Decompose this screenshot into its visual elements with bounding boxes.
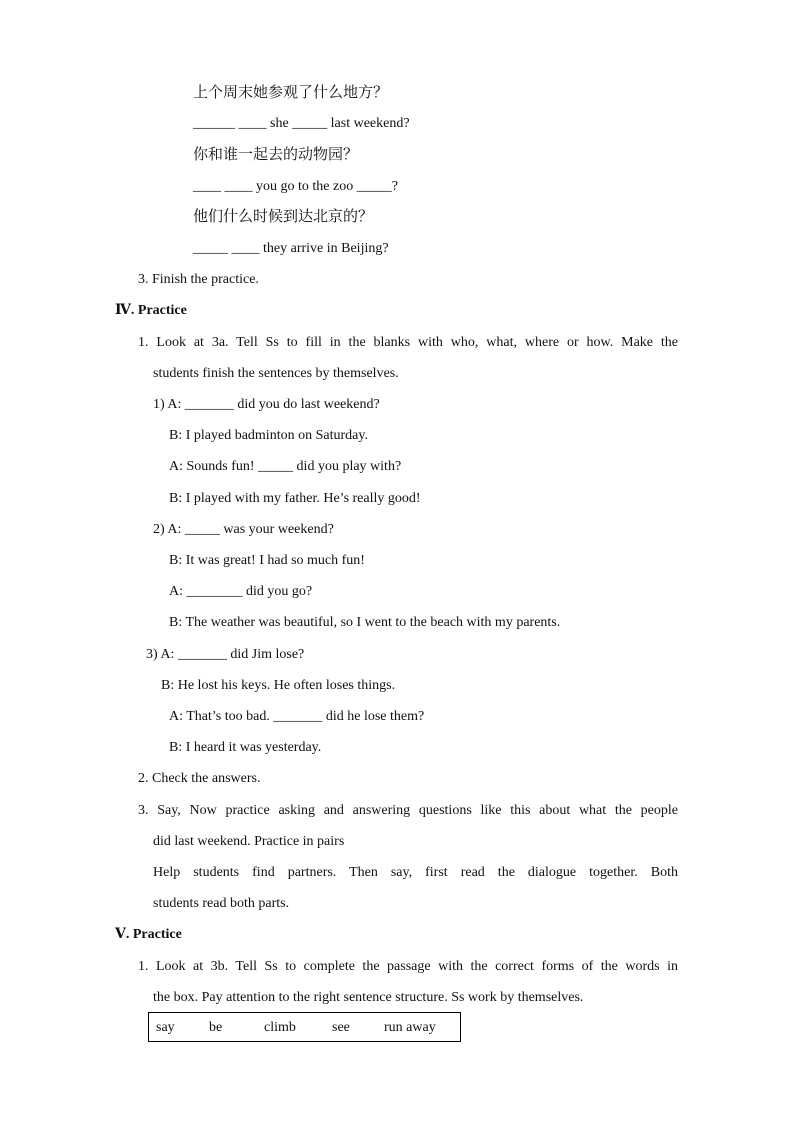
- partner-instruction-line-1: Help students find partners. Then say, first read the dialogue together. Both: [153, 865, 678, 880]
- dialogue-1-b2: B: I played with my father. He’s really good!: [169, 491, 421, 506]
- dialogue-2-b1: B: It was great! I had so much fun!: [169, 553, 365, 568]
- fill-blank-sentence-2: ____ ____ you go to the zoo _____?: [193, 179, 398, 194]
- word-box-item: be: [209, 1020, 223, 1035]
- dialogue-2-a1: 2) A: _____ was your weekend?: [153, 522, 334, 537]
- dialogue-1-a2: A: Sounds fun! _____ did you play with?: [169, 459, 402, 474]
- step-pair-practice-line-1: 3. Say, Now practice asking and answering questions like this about what the people: [138, 803, 678, 818]
- section-heading-v: Ⅴ. Practice: [115, 927, 182, 942]
- instruction-3a-line-2: students finish the sentences by themselves.: [153, 366, 399, 381]
- dialogue-3-a1: 3) A: _______ did Jim lose?: [146, 647, 305, 662]
- section-heading-iv: Ⅳ. Practice: [115, 303, 187, 318]
- dialogue-1-b1: B: I played badminton on Saturday.: [169, 428, 368, 443]
- instruction-3a-line-1: 1. Look at 3a. Tell Ss to fill in the blanks with who, what, where or how. Make the: [138, 335, 678, 350]
- word-box-item: see: [332, 1020, 350, 1035]
- instruction-3b-line-1: 1. Look at 3b. Tell Ss to complete the passage with the correct forms of the words in: [138, 959, 678, 974]
- instruction-3b-line-2: the box. Pay attention to the right sentence structure. Ss work by themselves.: [153, 990, 584, 1005]
- word-box-item: say: [156, 1020, 175, 1035]
- word-box-item: run away: [384, 1020, 436, 1035]
- word-box: [148, 1012, 461, 1042]
- word-box-item: climb: [264, 1020, 296, 1035]
- chinese-prompt-1: 上个周末她参观了什么地方？: [193, 83, 389, 101]
- fill-blank-sentence-1: ______ ____ she _____ last weekend?: [193, 116, 410, 131]
- chinese-prompt-3: 他们什么时候到达北京的？: [193, 207, 374, 225]
- step-finish-practice: 3. Finish the practice.: [138, 272, 259, 287]
- dialogue-1-a1: 1) A: _______ did you do last weekend?: [153, 397, 380, 412]
- dialogue-3-a2: A: That’s too bad. _______ did he lose them?: [169, 709, 425, 724]
- fill-blank-sentence-3: _____ ____ they arrive in Beijing?: [193, 241, 389, 256]
- dialogue-2-a2: A: ________ did you go?: [169, 584, 313, 599]
- chinese-prompt-2: 你和谁一起去的动物园？: [193, 145, 359, 163]
- partner-instruction-line-2: students read both parts.: [153, 896, 290, 911]
- dialogue-3-b2: B: I heard it was yesterday.: [169, 740, 322, 755]
- step-check-answers: 2. Check the answers.: [138, 771, 261, 786]
- step-pair-practice-line-2: did last weekend. Practice in pairs: [153, 834, 345, 849]
- dialogue-3-b1: B: He lost his keys. He often loses things.: [161, 678, 396, 693]
- dialogue-2-b2: B: The weather was beautiful, so I went to the beach with my parents.: [169, 615, 561, 630]
